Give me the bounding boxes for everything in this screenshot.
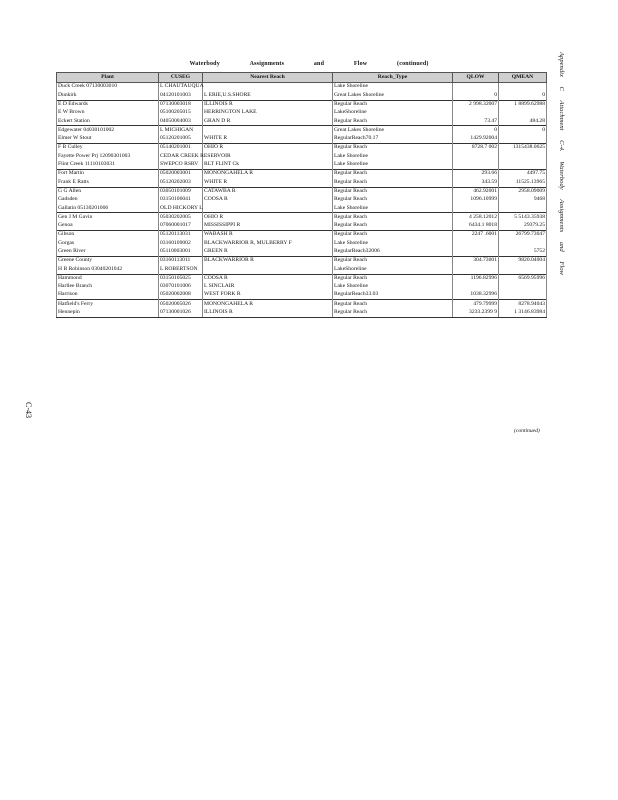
cell-plant: E W Brown — [57, 109, 159, 117]
table-row — [57, 83, 547, 92]
table-row — [57, 231, 547, 240]
cell-reach: ILLINOIS R — [203, 309, 333, 318]
cell-reach: MONONGAHELA R — [203, 300, 333, 309]
table-row — [57, 291, 547, 300]
cell-plant: Duck Creek 07130003010 — [57, 83, 159, 92]
table-row — [57, 248, 547, 257]
table-header-row — [57, 73, 547, 83]
cell-qmean: 5 5143.35938 — [499, 213, 547, 222]
cell-reach-type: Regular Reach — [333, 309, 453, 318]
table-row — [57, 109, 547, 117]
cell-plant: Harrison — [57, 291, 159, 300]
cell-qmean: 1 3146.83984 — [499, 309, 547, 318]
column-header-plant: Plant — [57, 73, 159, 83]
cell-reach-type: Lake Shoreline — [333, 239, 453, 247]
cell-cuseg: 03160113011 — [159, 256, 203, 265]
cell-cuseg: L ROBERTSON — [159, 265, 203, 274]
cell-plant: Gen J M Gavin — [57, 213, 159, 222]
cell-qlow: 6434.1 8018 — [453, 222, 499, 231]
cell-qmean: 0 — [499, 126, 547, 135]
table-row — [57, 126, 547, 135]
title-word: Waterbody — [189, 61, 220, 67]
cell-reach: HERRINGTON LAKE — [203, 109, 333, 117]
column-header-qmean: QMEAN — [499, 73, 547, 83]
cell-plant: Eckert Station — [57, 117, 159, 126]
cell-reach: GRAN D R — [203, 117, 333, 126]
cell-qmean: 11525.13965 — [499, 178, 547, 187]
cell-qmean: 6569.95996 — [499, 274, 547, 283]
cell-reach: L SINCLAIR — [203, 283, 333, 291]
cell-plant: Edgewater 04030101002 — [57, 126, 159, 135]
cell-qmean: 1315438.0625 — [499, 144, 547, 153]
table-row — [57, 161, 547, 170]
cell-qlow: 479.79999 — [453, 300, 499, 309]
cell-qlow: 462.92001 — [453, 187, 499, 196]
cell-qmean — [499, 239, 547, 247]
cell-reach-type: Lake Shoreline — [333, 283, 453, 291]
cell-reach-type: Regular Reach — [333, 117, 453, 126]
appendix-side-label: Appendix C Attachment C-4. Waterbody Assignments and Flow — [558, 52, 565, 275]
table-row — [57, 187, 547, 196]
cell-reach: L ERIE,U.S.SHORE — [203, 91, 333, 100]
table-row — [57, 239, 547, 247]
cell-qlow — [453, 204, 499, 213]
cell-reach — [203, 126, 333, 135]
cell-qlow — [453, 283, 499, 291]
cell-cuseg: 07130003018 — [159, 100, 203, 109]
cell-reach-type: Regular Reach — [333, 100, 453, 109]
cell-qlow: 293.66 — [453, 169, 499, 178]
cell-cuseg: 05100205015 — [159, 109, 203, 117]
cell-reach — [203, 204, 333, 213]
cell-qmean: 1 8899.62988 — [499, 100, 547, 109]
cell-qlow — [453, 83, 499, 92]
cell-qlow: 343.59 — [453, 178, 499, 187]
cell-reach-type: Regular Reach — [333, 144, 453, 153]
cell-cuseg: 07130001026 — [159, 309, 203, 318]
cell-reach-type: Regular Reach — [333, 196, 453, 204]
table-row — [57, 222, 547, 231]
cell-reach: RLT FLINT Ck — [203, 161, 333, 170]
cell-plant: Green River — [57, 248, 159, 257]
cell-reach: ILLINOIS R — [203, 100, 333, 109]
table-row — [57, 196, 547, 204]
cell-reach-type: Lake Shoreline — [333, 152, 453, 160]
cell-reach-type: LakeShoreline — [333, 109, 453, 117]
cell-plant: Gorgas — [57, 239, 159, 247]
cell-qmean — [499, 152, 547, 160]
cell-reach-type: Regular Reach — [333, 256, 453, 265]
cell-reach: OHIO R — [203, 213, 333, 222]
cell-cuseg: L MICHIGAN — [159, 126, 203, 135]
cell-cuseg: 04050004003 — [159, 117, 203, 126]
cell-cuseg: 07060001017 — [159, 222, 203, 231]
table-row — [57, 309, 547, 318]
cell-qlow: 1038.32996 — [453, 291, 499, 300]
table-row — [57, 178, 547, 187]
cell-qlow: 0 — [453, 126, 499, 135]
cell-reach-type: RegularReach33.03 — [333, 291, 453, 300]
cell-reach: CATAWBA R — [203, 187, 333, 196]
cell-reach-type: Regular Reach — [333, 169, 453, 178]
table-row — [57, 204, 547, 213]
cell-plant: Gadsden — [57, 196, 159, 204]
cell-reach: GREEN R — [203, 248, 333, 257]
cell-plant: Dunkirk — [57, 91, 159, 100]
cell-reach-type: RegularReach70.17 — [333, 135, 453, 144]
cell-qmean: 8278.94043 — [499, 300, 547, 309]
cell-cuseg: 05030202005 — [159, 213, 203, 222]
cell-reach-type: Lake Shoreline — [333, 204, 453, 213]
cell-qlow — [453, 161, 499, 170]
cell-qmean: 2958.09009 — [499, 187, 547, 196]
cell-qmean — [499, 283, 547, 291]
cell-plant: Hennepin — [57, 309, 159, 318]
cell-plant: Elmer W Stout — [57, 135, 159, 144]
cell-reach-type: Regular Reach — [333, 222, 453, 231]
cell-plant: Gallatin 05130201006 — [57, 204, 159, 213]
title-word: Assignments — [249, 61, 285, 67]
cell-reach-type: Lake Shoreline — [333, 161, 453, 170]
table-row — [57, 300, 547, 309]
page-number: C-43 — [24, 402, 33, 418]
cell-qmean: 26799.73047 — [499, 231, 547, 240]
cell-cuseg: 03070101006 — [159, 283, 203, 291]
cell-reach-type: Regular Reach — [333, 274, 453, 283]
cell-reach-type: Lake Shoreline — [333, 83, 453, 92]
cell-plant: F B Culley — [57, 144, 159, 153]
cell-plant: Harllee Branch — [57, 283, 159, 291]
cell-plant: Fort Martin — [57, 169, 159, 178]
cell-reach-type: Regular Reach — [333, 213, 453, 222]
cell-cuseg: OLD HICKORY L — [159, 204, 203, 213]
cell-reach-type: Great Lakes Shoreline — [333, 91, 453, 100]
cell-qmean: 29379.25 — [499, 222, 547, 231]
cell-qlow — [453, 265, 499, 274]
table-body — [57, 83, 547, 318]
cell-plant: Hammond — [57, 274, 159, 283]
cell-qlow — [453, 239, 499, 247]
cell-plant: Fayette Power Prj 12090301003 — [57, 152, 159, 160]
cell-qlow: 8728.7 002 — [453, 144, 499, 153]
cell-plant: Flint Creek 11110103031 — [57, 161, 159, 170]
cell-qmean: 9820.04004 — [499, 256, 547, 265]
cell-cuseg: L CHAUTAUQUA — [160, 83, 204, 90]
column-header-qlow: QLOW — [453, 73, 499, 83]
cell-reach: WEST FORK R — [203, 291, 333, 300]
cell-qmean — [499, 265, 547, 274]
cell-cuseg: 03050101009 — [159, 187, 203, 196]
cell-reach — [203, 265, 333, 274]
cell-cuseg: 03160109002 — [159, 239, 203, 247]
cell-reach — [203, 83, 333, 92]
cell-cuseg: 05120202003 — [159, 178, 203, 187]
cell-qlow: 2 998.32007 — [453, 100, 499, 109]
cell-reach-type: Regular Reach — [333, 178, 453, 187]
table-row — [57, 117, 547, 126]
cell-qmean — [499, 204, 547, 213]
cell-qlow — [453, 152, 499, 160]
cell-qmean: 484.28 — [499, 117, 547, 126]
cell-qmean: 9468 — [499, 196, 547, 204]
column-header-cuseg: CUSEG — [159, 73, 203, 83]
cell-cuseg: 03150106041 — [159, 196, 203, 204]
cell-qmean — [499, 291, 547, 300]
cell-reach: WHITE R — [203, 135, 333, 144]
cell-plant: E D Edwards — [57, 100, 159, 109]
cell-qlow — [453, 248, 499, 257]
cell-qmean: 5752 — [499, 248, 547, 257]
cell-reach: WHITE R — [203, 178, 333, 187]
cell-qlow — [453, 109, 499, 117]
cell-qlow: 1429.92004 — [453, 135, 499, 144]
table-row — [57, 152, 547, 160]
table-row — [57, 91, 547, 100]
cell-plant: Hatfield's Ferry — [57, 300, 159, 309]
table-row — [57, 135, 547, 144]
cell-plant: Gibson — [57, 231, 159, 240]
cell-cuseg: 05020002008 — [159, 291, 203, 300]
cell-qmean — [499, 161, 547, 170]
cell-reach-type: Regular Reach — [333, 231, 453, 240]
cell-plant: Greene County — [57, 256, 159, 265]
cell-cuseg: 05110003001 — [159, 248, 203, 257]
table-row — [57, 274, 547, 283]
cell-qlow: 2247 .6001 — [453, 231, 499, 240]
cell-plant: Genoa — [57, 222, 159, 231]
continued-note: (continued) — [514, 428, 540, 434]
cell-reach: BLACKWARRIOR R — [203, 256, 333, 265]
cell-reach-type: RegularReach32006 — [333, 248, 453, 257]
cell-qmean — [499, 109, 547, 117]
cell-cuseg: 04120101003 — [159, 91, 203, 100]
cell-qlow: 4 258.12012 — [453, 213, 499, 222]
cell-cuseg: 05120201005 — [159, 135, 203, 144]
title-word: and — [313, 61, 325, 67]
waterbody-table — [56, 72, 547, 318]
table-row — [57, 256, 547, 265]
title-word: Flow — [353, 61, 368, 67]
cell-cuseg: 05120113031 — [159, 231, 203, 240]
cell-qmean — [499, 83, 547, 92]
cell-cuseg: 05020003001 — [159, 169, 203, 178]
cell-plant: G G Allen — [57, 187, 159, 196]
cell-reach-type: Great Lakes Shoreline — [333, 126, 453, 135]
cell-qmean: 4497.75 — [499, 169, 547, 178]
cell-qlow: 3233.2399 9 — [453, 309, 499, 318]
table-row — [57, 265, 547, 274]
cell-qlow: 1196.82996 — [453, 274, 499, 283]
cell-reach: MONONGAHELA R — [203, 169, 333, 178]
table-row — [57, 144, 547, 153]
cell-reach-type: LakeShoreline — [333, 265, 453, 274]
cell-qlow: 73.47 — [453, 117, 499, 126]
cell-cuseg: SWEPCO RSRV — [159, 161, 203, 170]
cell-qlow: 1096.10999 — [453, 196, 499, 204]
table-row — [57, 213, 547, 222]
cell-cuseg: 03150105025 — [159, 274, 203, 283]
cell-reach: BLACKWARRIOR R, MULBERRY F — [203, 239, 333, 247]
cell-reach-type: Regular Reach — [333, 187, 453, 196]
cell-qmean — [499, 135, 547, 144]
cell-cuseg: CEDAR CREEK RESERVOIR — [160, 152, 231, 159]
cell-cuseg: 05140201001 — [159, 144, 203, 153]
cell-plant: H B Robinson 03040201042 — [57, 265, 159, 274]
cell-reach-type: Regular Reach — [333, 300, 453, 309]
column-header-nearest-reach: Nearest Reach — [203, 73, 333, 83]
table-row — [57, 283, 547, 291]
cell-reach: COOSA R — [203, 196, 333, 204]
table-row — [57, 169, 547, 178]
page-title — [0, 61, 618, 67]
cell-reach: WABASH R — [203, 231, 333, 240]
cell-cuseg: 05020005026 — [159, 300, 203, 309]
cell-qlow: 0 — [453, 91, 499, 100]
cell-plant: Frank E Ratts — [57, 178, 159, 187]
cell-reach: MISSISSIPPI R — [203, 222, 333, 231]
title-word: (continued) — [397, 61, 429, 67]
cell-reach: OHIO R — [203, 144, 333, 153]
column-header-reach-type: Reach_Type — [333, 73, 453, 83]
table-row — [57, 100, 547, 109]
cell-reach: COOSA R — [203, 274, 333, 283]
cell-qmean: 0 — [499, 91, 547, 100]
cell-qlow: 304.73001 — [453, 256, 499, 265]
